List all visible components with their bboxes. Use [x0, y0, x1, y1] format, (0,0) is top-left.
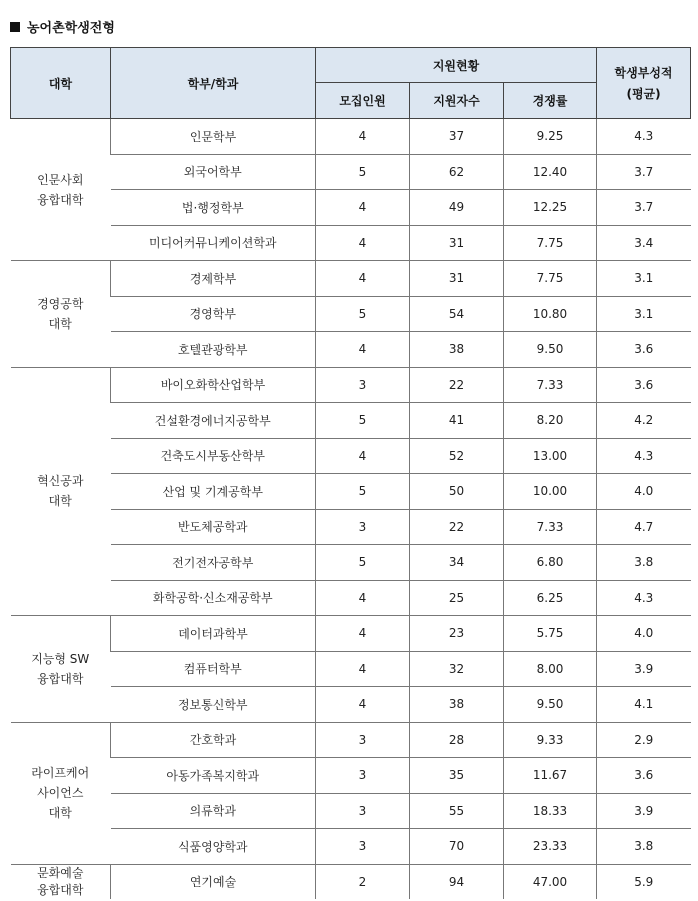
applicants-cell: 22: [410, 509, 504, 545]
ratio-cell: 5.75: [504, 616, 597, 652]
dept-cell: 아동가족복지학과: [111, 758, 316, 794]
quota-cell: 5: [316, 403, 410, 439]
college-name-line: 인문사회: [37, 172, 84, 187]
applicants-cell: 38: [410, 687, 504, 723]
grade-cell: 2.9: [597, 722, 691, 758]
header-dept: 학부/학과: [111, 48, 316, 119]
dept-cell: 법·행정학부: [111, 190, 316, 226]
dept-cell: 산업 및 기계공학부: [111, 474, 316, 510]
quota-cell: 4: [316, 687, 410, 723]
dept-cell: 정보통신학부: [111, 687, 316, 723]
applicants-cell: 50: [410, 474, 504, 510]
dept-cell: 연기예술: [111, 864, 316, 899]
grade-cell: 3.6: [597, 758, 691, 794]
college-cell: [11, 119, 111, 261]
grade-cell: 3.9: [597, 793, 691, 829]
table-row: [11, 367, 691, 403]
admission-table: [10, 47, 691, 899]
quota-cell: 3: [316, 758, 410, 794]
quota-cell: 3: [316, 509, 410, 545]
quota-cell: 3: [316, 367, 410, 403]
dept-cell: 바이오화학산업학부: [111, 367, 316, 403]
header-grade-line2: (평균): [626, 87, 661, 101]
table-row: [11, 332, 691, 368]
table-row: [11, 687, 691, 723]
grade-cell: 3.6: [597, 332, 691, 368]
applicants-cell: 32: [410, 651, 504, 687]
ratio-cell: 10.00: [504, 474, 597, 510]
table-row: [11, 829, 691, 865]
dept-cell: 간호학과: [111, 722, 316, 758]
dept-cell: 컴퓨터학부: [111, 651, 316, 687]
ratio-cell: 7.75: [504, 261, 597, 297]
grade-cell: 3.8: [597, 545, 691, 581]
grade-cell: 4.3: [597, 580, 691, 616]
grade-cell: 4.0: [597, 616, 691, 652]
dept-cell: 호텔관광학부: [111, 332, 316, 368]
header-quota: 모집인원: [316, 83, 410, 119]
applicants-cell: 22: [410, 367, 504, 403]
applicants-cell: 38: [410, 332, 504, 368]
table-row: [11, 403, 691, 439]
table-row: [11, 722, 691, 758]
ratio-cell: 7.75: [504, 225, 597, 261]
college-cell: [11, 367, 111, 616]
quota-cell: 3: [316, 722, 410, 758]
quota-cell: 4: [316, 119, 410, 155]
applicants-cell: 49: [410, 190, 504, 226]
college-name-line: 대학: [48, 806, 72, 820]
college-name-line: 지능형 SW: [31, 651, 90, 666]
table-row: [11, 438, 691, 474]
ratio-cell: 8.20: [504, 403, 597, 439]
page-title: [10, 17, 115, 36]
grade-cell: 4.3: [597, 438, 691, 474]
quota-cell: 2: [316, 864, 410, 899]
ratio-cell: 12.40: [504, 154, 597, 190]
quota-cell: 4: [316, 190, 410, 226]
table-row: [11, 474, 691, 510]
quota-cell: 3: [316, 793, 410, 829]
dept-cell: 전기전자공학부: [111, 545, 316, 581]
dept-cell: 경제학부: [111, 261, 316, 297]
dept-cell: 건축도시부동산학부: [111, 438, 316, 474]
table-row: [11, 580, 691, 616]
quota-cell: 5: [316, 154, 410, 190]
applicants-cell: 62: [410, 154, 504, 190]
table-row: [11, 864, 691, 899]
dept-cell: 경영학부: [111, 296, 316, 332]
header-applicants: 지원자수: [410, 83, 504, 119]
table-row: [11, 261, 691, 297]
applicants-cell: 23: [410, 616, 504, 652]
college-cell: [11, 722, 111, 864]
college-name-line: 경영공학: [37, 296, 84, 311]
applicants-cell: 70: [410, 829, 504, 865]
quota-cell: 4: [316, 225, 410, 261]
dept-cell: 외국어학부: [111, 154, 316, 190]
college-cell: [11, 261, 111, 368]
header-grade-line1: 학생부성적: [614, 66, 673, 80]
grade-cell: 4.0: [597, 474, 691, 510]
applicants-cell: 52: [410, 438, 504, 474]
header-college: 대학: [11, 48, 111, 119]
quota-cell: 4: [316, 651, 410, 687]
table-row: [11, 793, 691, 829]
table-row: [11, 154, 691, 190]
applicants-cell: 31: [410, 225, 504, 261]
ratio-cell: 11.67: [504, 758, 597, 794]
ratio-cell: 8.00: [504, 651, 597, 687]
dept-cell: 식품영양학과: [111, 829, 316, 865]
quota-cell: 4: [316, 332, 410, 368]
table-row: [11, 119, 691, 155]
college-name-line: 사이언스: [37, 786, 84, 800]
college-name-line: 대학: [48, 494, 72, 509]
applicants-cell: 37: [410, 119, 504, 155]
ratio-cell: 7.33: [504, 509, 597, 545]
grade-cell: 3.1: [597, 261, 691, 297]
table-row: [11, 758, 691, 794]
header-status: 지원현황: [316, 48, 597, 83]
ratio-cell: 9.50: [504, 332, 597, 368]
applicants-cell: 41: [410, 403, 504, 439]
table-row: [11, 509, 691, 545]
grade-cell: 4.2: [597, 403, 691, 439]
college-name-line: 혁신공과: [37, 474, 84, 489]
grade-cell: 4.1: [597, 687, 691, 723]
ratio-cell: 9.50: [504, 687, 597, 723]
applicants-cell: 35: [410, 758, 504, 794]
dept-cell: 반도체공학과: [111, 509, 316, 545]
grade-cell: 3.4: [597, 225, 691, 261]
ratio-cell: 6.80: [504, 545, 597, 581]
grade-cell: 3.1: [597, 296, 691, 332]
applicants-cell: 54: [410, 296, 504, 332]
quota-cell: 5: [316, 545, 410, 581]
ratio-cell: 47.00: [504, 864, 597, 899]
applicants-cell: 25: [410, 580, 504, 616]
applicants-cell: 55: [410, 793, 504, 829]
college-name-line: 융합대학: [37, 192, 84, 207]
ratio-cell: 9.33: [504, 722, 597, 758]
dept-cell: 미디어커뮤니케이션학과: [111, 225, 316, 261]
quota-cell: 4: [316, 580, 410, 616]
grade-cell: 5.9: [597, 864, 691, 899]
grade-cell: 3.7: [597, 154, 691, 190]
dept-cell: 의류학과: [111, 793, 316, 829]
ratio-cell: 7.33: [504, 367, 597, 403]
dept-cell: 화학공학·신소재공학부: [111, 580, 316, 616]
college-name-line: 라이프케어: [31, 766, 90, 780]
grade-cell: 3.8: [597, 829, 691, 865]
ratio-cell: 12.25: [504, 190, 597, 226]
applicants-cell: 34: [410, 545, 504, 581]
grade-cell: 4.7: [597, 509, 691, 545]
square-bullet-icon: [10, 22, 20, 32]
ratio-cell: 10.80: [504, 296, 597, 332]
ratio-cell: 13.00: [504, 438, 597, 474]
grade-cell: 3.7: [597, 190, 691, 226]
college-cell: [11, 864, 111, 899]
ratio-cell: 23.33: [504, 829, 597, 865]
college-name-line: 대학: [48, 316, 72, 331]
quota-cell: 5: [316, 296, 410, 332]
college-cell: [11, 616, 111, 723]
college-name-line: 융합대학: [37, 671, 84, 686]
table-row: [11, 651, 691, 687]
header-grade: [597, 48, 691, 119]
ratio-cell: 9.25: [504, 119, 597, 155]
applicants-cell: 31: [410, 261, 504, 297]
ratio-cell: 18.33: [504, 793, 597, 829]
table-body: [11, 119, 691, 900]
header-ratio: 경쟁률: [504, 83, 597, 119]
page-title-text: 농어촌학생전형: [27, 21, 115, 36]
table-row: [11, 190, 691, 226]
college-name-line: 문화예술: [37, 865, 84, 880]
college-name-line: 융합대학: [37, 882, 84, 897]
table-row: [11, 296, 691, 332]
quota-cell: 5: [316, 474, 410, 510]
applicants-cell: 28: [410, 722, 504, 758]
quota-cell: 4: [316, 616, 410, 652]
table-header: [11, 48, 691, 119]
table-row: [11, 225, 691, 261]
quota-cell: 4: [316, 438, 410, 474]
dept-cell: 데이터과학부: [111, 616, 316, 652]
ratio-cell: 6.25: [504, 580, 597, 616]
grade-cell: 4.3: [597, 119, 691, 155]
dept-cell: 건설환경에너지공학부: [111, 403, 316, 439]
grade-cell: 3.6: [597, 367, 691, 403]
dept-cell: 인문학부: [111, 119, 316, 155]
table-row: [11, 616, 691, 652]
quota-cell: 4: [316, 261, 410, 297]
grade-cell: 3.9: [597, 651, 691, 687]
quota-cell: 3: [316, 829, 410, 865]
applicants-cell: 94: [410, 864, 504, 899]
table-row: [11, 545, 691, 581]
